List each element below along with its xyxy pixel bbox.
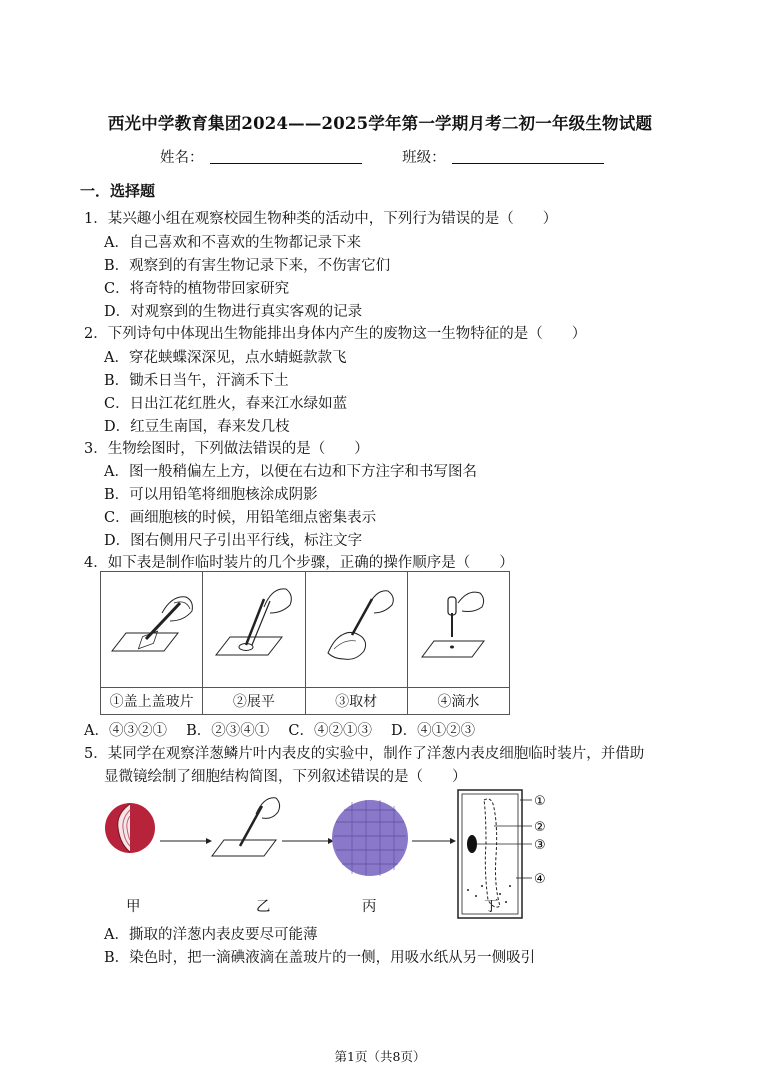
steps-table bbox=[100, 571, 510, 715]
step-caption-4: ④滴水 bbox=[407, 688, 509, 715]
figure-label-yi: 乙 bbox=[256, 899, 271, 915]
structure-mark-1: ① bbox=[534, 794, 546, 809]
question-3-option-c: C．画细胞核的时候，用铅笔细点密集表示 bbox=[104, 510, 377, 526]
name-blank[interactable] bbox=[210, 149, 362, 164]
question-3-option-d: D．图右侧用尺子引出平行线，标注文字 bbox=[104, 533, 363, 549]
name-label: 姓名： bbox=[160, 150, 204, 166]
student-info-line bbox=[160, 146, 610, 167]
dropper-icon bbox=[408, 573, 508, 683]
structure-mark-2: ② bbox=[534, 820, 546, 835]
question-1-option-b: B．观察到的有害生物记录下来，不伤害它们 bbox=[104, 258, 391, 274]
step-4-illustration bbox=[407, 572, 509, 688]
figure-label-bing: 丙 bbox=[362, 899, 377, 915]
question-3-option-b: B．可以用铅笔将细胞核涂成阴影 bbox=[104, 487, 318, 503]
question-3-option-a: A．图一般稍偏左上方，以便在右边和下方注字和书写图名 bbox=[104, 464, 477, 480]
question-1-option-d: D．对观察到的生物进行真实客观的记录 bbox=[104, 304, 363, 320]
class-label: 班级： bbox=[402, 150, 446, 166]
question-5-option-b: B．染色时，把一滴碘液滴在盖玻片的一侧，用吸水纸从另一侧吸引 bbox=[104, 950, 536, 966]
step-2-illustration bbox=[203, 572, 305, 688]
question-2-option-c: C．日出江花红胜火，春来江水绿如蓝 bbox=[104, 396, 348, 412]
step-1-illustration bbox=[101, 572, 203, 688]
page-footer: 第1页（共8页） bbox=[334, 1049, 426, 1064]
question-2-option-b: B．锄禾日当午，汗滴禾下土 bbox=[104, 373, 289, 389]
step-3-illustration bbox=[305, 572, 407, 688]
question-2-stem: 2．下列诗句中体现出生物能排出身体内产生的废物这一生物特征的是（ ） bbox=[84, 326, 587, 342]
figure-label-jia: 甲 bbox=[126, 899, 141, 915]
question-5-option-a: A．撕取的洋葱内表皮要尽可能薄 bbox=[104, 927, 318, 943]
figure-label-ding: 丁 bbox=[484, 899, 499, 915]
step-caption-2: ②展平 bbox=[203, 688, 305, 715]
question-1-option-c: C．将奇特的植物带回家研究 bbox=[104, 281, 290, 297]
take-sample-icon bbox=[306, 573, 406, 683]
question-1-stem: 1．某兴趣小组在观察校园生物种类的活动中，下列行为错误的是（ ） bbox=[84, 211, 558, 227]
flatten-sample-icon bbox=[204, 573, 304, 683]
section-title: 一．选择题 bbox=[80, 182, 156, 200]
microscope-view-illustration bbox=[332, 800, 408, 876]
question-1-option-a: A．自己喜欢和不喜欢的生物都记录下来 bbox=[104, 235, 361, 251]
question-3-stem: 3．生物绘图时，下列做法错误的是（ ） bbox=[84, 441, 369, 457]
slide-preparation-illustration bbox=[212, 798, 280, 856]
question-2-option-d: D．红豆生南国，春来发几枝 bbox=[104, 419, 290, 435]
exam-title: 西光中学教育集团2024——2025学年第一学期月考二初一年级生物试题 bbox=[107, 114, 653, 133]
step-caption-1: ①盖上盖玻片 bbox=[101, 688, 203, 715]
cell-structure-diagram bbox=[458, 790, 546, 918]
question-4-options: A．④③②① B．②③④① C．④②①③ D．④①②③ bbox=[84, 723, 476, 739]
class-blank[interactable] bbox=[452, 149, 604, 164]
question-2-option-a: A．穿花蛱蝶深深见，点水蜻蜓款款飞 bbox=[104, 350, 347, 366]
question-5-stem-line-1: 5．某同学在观察洋葱鳞片叶内表皮的实验中，制作了洋葱内表皮细胞临时装片，并借助 bbox=[84, 746, 645, 762]
cover-slip-icon bbox=[102, 573, 202, 683]
onion-illustration bbox=[105, 803, 155, 853]
structure-mark-3: ③ bbox=[534, 838, 546, 853]
structure-mark-4: ④ bbox=[534, 872, 546, 887]
step-caption-3: ③取材 bbox=[305, 688, 407, 715]
question-4-stem: 4．如下表是制作临时装片的几个步骤，正确的操作顺序是（ ） bbox=[84, 555, 514, 571]
question-5-stem-line-2: 显微镜绘制了细胞结构简图，下列叙述错误的是（ ） bbox=[104, 769, 467, 785]
